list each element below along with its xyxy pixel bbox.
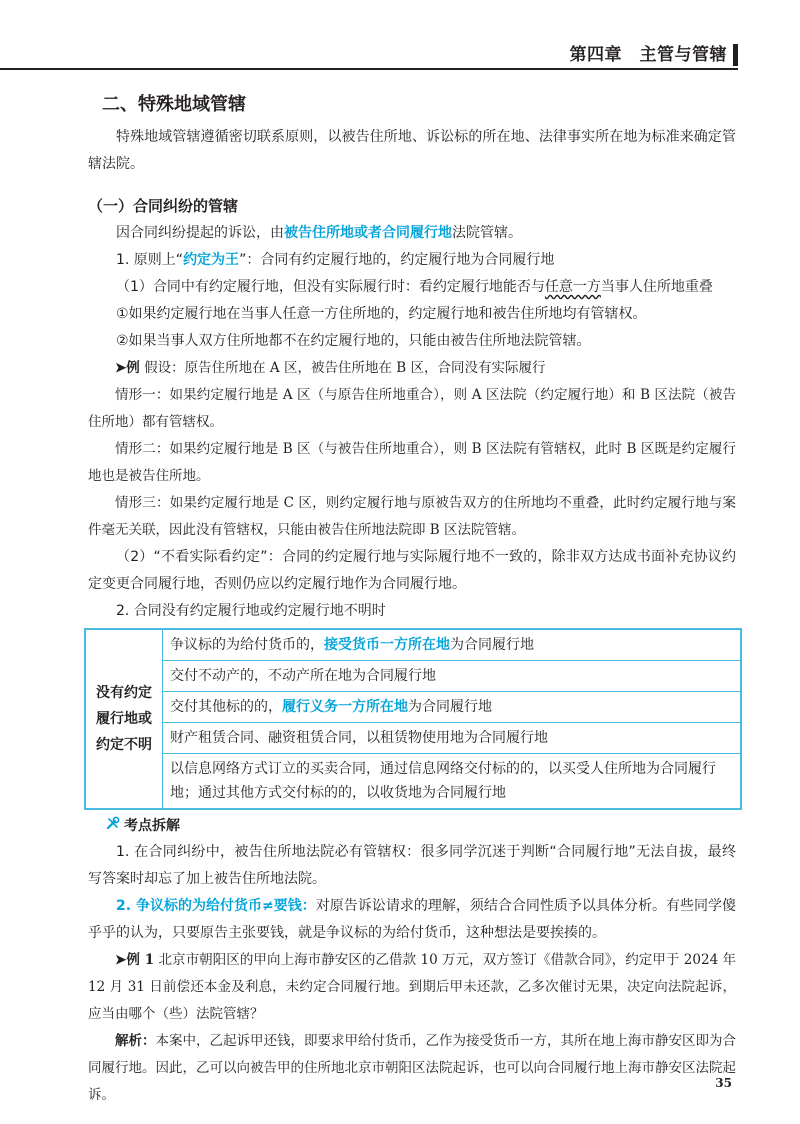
analysis-label: 解析： [115,1033,156,1049]
principle-1a [88,274,736,301]
principle-1 [88,247,736,274]
highlight: 接受货币一方所在地 [324,637,450,653]
text: 交付不动产的，不动产所在地为合同履行地 [170,668,436,684]
text: 财产租赁合同、融资租赁合同，以租赁物使用地为合同履行地 [170,730,548,746]
example-analysis [88,1028,736,1109]
text: （1）合同中有约定履行地，但没有实际履行时：看约定履行地能否与 [116,279,545,295]
highlight: 被告住所地或者合同履行地 [284,225,452,241]
page-header [0,0,800,72]
chapter-title: 第四章 主管与管辖 [570,44,739,66]
text: 对原告诉讼请求的理解，须结合合同性质予以具体分析。有些同学傻乎乎的认为，只要原告主张要钱，就是争议标的为给付货币，这种想法是要挨揍的。 [88,898,737,941]
section-title: 二、特殊地域管辖 [102,94,246,115]
table-row [85,661,741,692]
table-cell [163,692,742,723]
contract-rule [88,220,736,247]
page-number: 35 [715,1076,732,1090]
page-content [88,86,736,1109]
principle-2: 2. 合同没有约定履行地或约定履行地不明时 [116,603,386,619]
text: 当事人住所地重叠 [600,279,713,295]
case-2: 情形二：如果约定履行地是 B 区（与被告住所地重合），则 B 区法院有管辖权，此时 B 区既是约定履行地也是被告住所地。 [88,441,736,484]
text: 1. 原则上“ [116,252,184,268]
case-1: 情形一：如果约定履行地是 A 区（与原告住所地重合），则 A 区法院（约定履行地）和 B 区法院（被告住所地）都有管辖权。 [88,387,736,430]
highlight: 约定为王 [183,252,240,268]
table-cell [163,723,742,754]
text: 本案中，乙起诉甲还钱，即要求甲给付货币，乙作为接受货币一方，其所在地上海市静安区即为合同履行地。因此，乙可以向被告甲的住所地北京市朝阳区法院起诉，也可以向合同履行地上海市静安区法院起诉。 [88,1033,736,1103]
wavy-text: 任意一方 [544,279,601,295]
text: 争议标的为给付货币的， [170,637,324,653]
highlight: 履行义务一方所在地 [282,699,408,715]
table-cell [163,754,742,810]
text: 为合同履行地 [408,699,492,715]
example-mark: ➤例 1 [115,952,155,968]
table-head-cell: 没有约定履行地或约定不明 [85,629,163,809]
text: 假设：原告住所地在 A 区，被告住所地在 B 区，合同没有实际履行 [144,360,546,376]
tools-icon [106,815,120,839]
example-mark: ➤例 [115,360,140,376]
table-row [85,754,741,810]
tips-title: 考点拆解 [124,818,180,834]
tip-1: 1. 在合同纠纷中，被告住所地法院必有管辖权：很多同学沉迷于判断“合同履行地”无法自拔，最终写答案时却忘了加上被告住所地法院。 [88,844,736,887]
table-row [85,723,741,754]
highlight: 2. 争议标的为给付货币≠要钱： [116,898,316,914]
principle-1a-ii: ②如果当事人双方住所地都不在约定履行地的，只能由被告住所地法院管辖。 [116,333,591,349]
tips-heading [106,814,736,839]
table-cell [163,629,742,661]
table-row [85,692,741,723]
text: 为合同履行地 [450,637,534,653]
principle-1b: （2）“不看实际看约定”：合同的约定履行地与实际履行地不一致的，除非双方达成书面补充协议约定变更合同履行地，否则仍应以约定履行地作为合同履行地。 [88,549,736,592]
table-cell [163,661,742,692]
contract-subtitle: （一）合同纠纷的管辖 [88,197,239,215]
rules-table [84,628,742,810]
table-row [85,629,741,661]
text: 北京市朝阳区的甲向上海市静安区的乙借款 10 万元，双方签订《借款合同》，约定甲于 2024 年 12 月 31 日前偿还本金及利息，未约定合同履行地。到期后甲未还款，乙多次催讨无果，决定向法院起诉，应当由哪个（些）法院管辖？ [88,952,737,1022]
principle-1a-i: ①如果约定履行地在当事人任意一方住所地的，约定履行地和被告住所地均有管辖权。 [116,306,647,322]
example-1 [88,947,736,1028]
case-3: 情形三：如果约定履行地是 C 区，则约定履行地与原被告双方的住所地均不重叠，此时约定履行地与案件毫无关联，因此没有管辖权，只能由被告住所地法院即 B 区法院管辖。 [88,495,736,538]
text: 交付其他标的的， [170,699,282,715]
text: 以信息网络方式订立的买卖合同，通过信息网络交付标的的，以买受人住所地为合同履行地；通过其他方式交付标的的，以收货地为合同履行地 [170,761,716,801]
text: 法院管辖。 [452,225,522,241]
header-divider [0,68,738,70]
text: ”：合同有约定履行地的，约定履行地为合同履行地 [239,252,555,268]
section-intro: 特殊地域管辖遵循密切联系原则，以被告住所地、诉讼标的所在地、法律事实所在地为标准来确定管辖法院。 [88,129,736,172]
text: 因合同纠纷提起的诉讼，由 [116,225,284,241]
example-assumption [88,355,736,382]
tip-2 [88,893,736,947]
